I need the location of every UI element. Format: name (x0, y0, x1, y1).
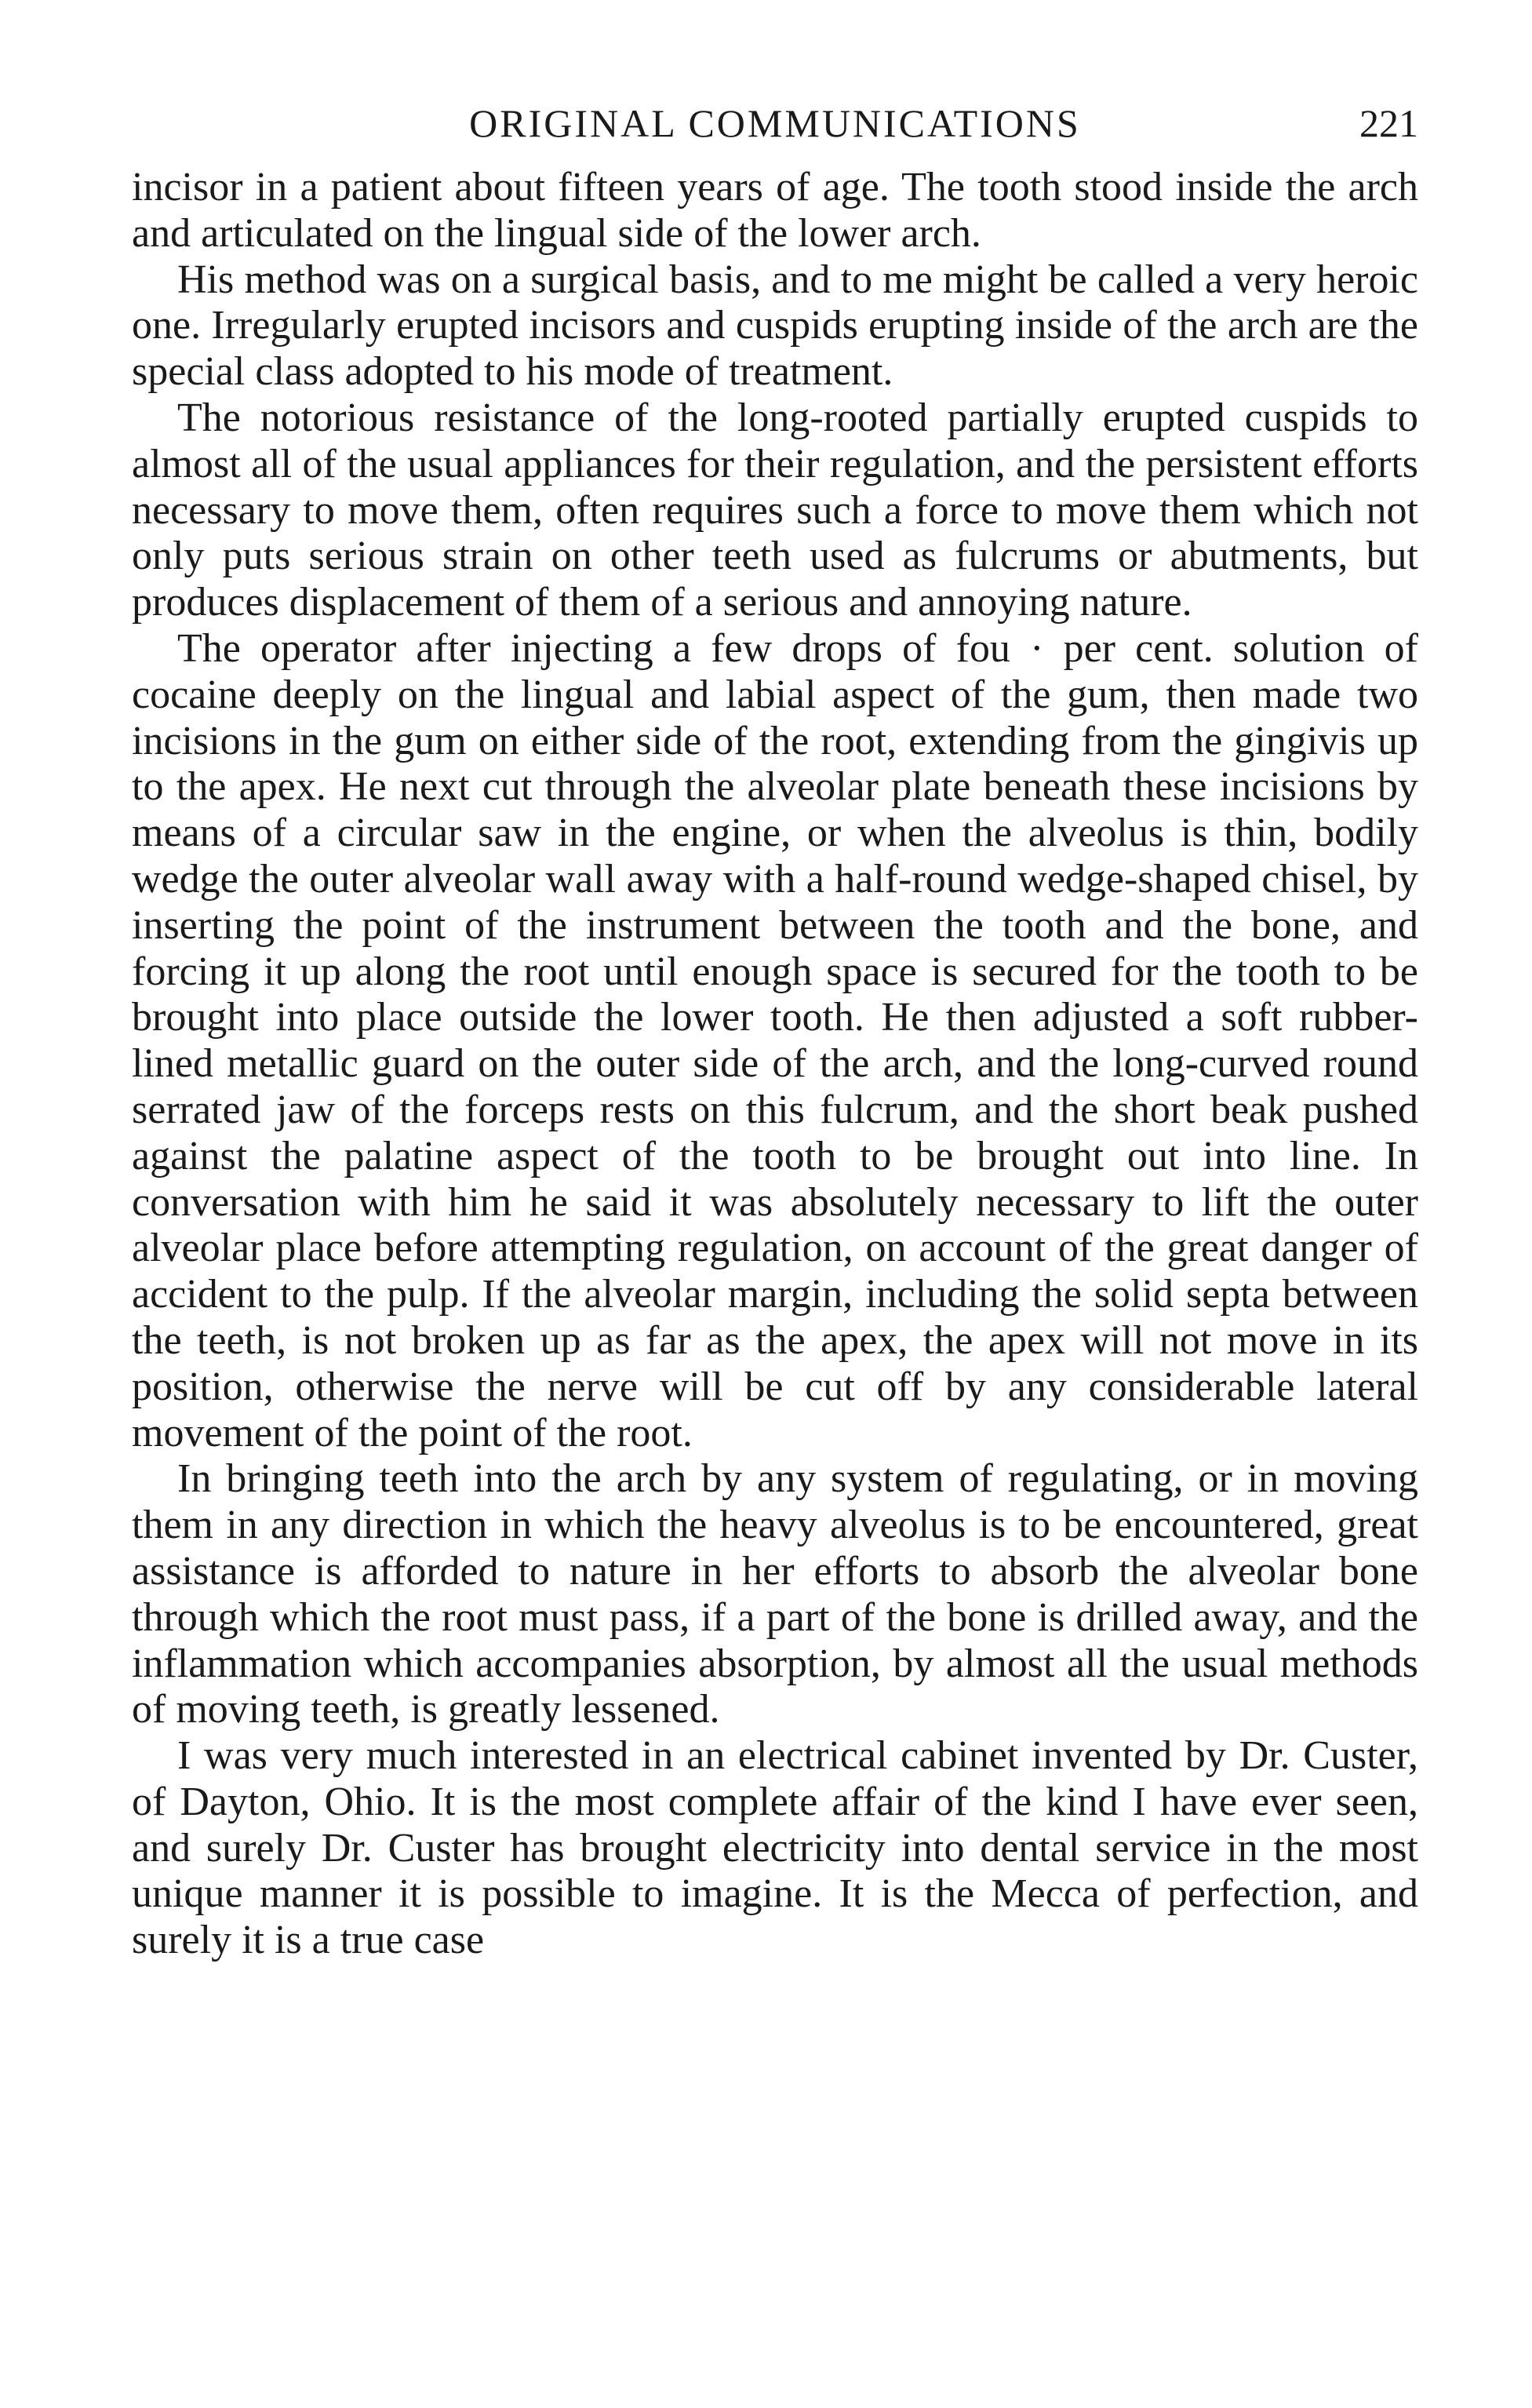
book-page (132, 94, 1418, 1964)
paragraph: I was very much interested in an electrical cabinet invented by Dr. Custer, of Dayton, Ohio. It is the most complete affair of the kind I have ever seen, and surely Dr. Custer has brought electricity into dental service in the most unique manner it is possible to imagine. It is the Mecca of perfection, and surely it is a true case (132, 1733, 1418, 1963)
paragraph: The notorious resistance of the long-rooted partially erupted cuspids to almost all of the usual appliances for their regulation, and the persistent efforts necessary to move them, often requires such a force to move them which not only puts serious strain on other teeth used as fulcrums or abutments, but produces displacement of them of a serious and annoying nature. (132, 395, 1418, 625)
page-number: 221 (1359, 101, 1418, 145)
paragraph: incisor in a patient about fifteen years of age. The tooth stood inside the arch and articulated on the lingual side of the lower arch. (132, 165, 1418, 256)
running-head (132, 94, 1418, 157)
paragraph: His method was on a surgical basis, and to me might be called a very heroic one. Irregularly erupted incisors and cuspids erupting inside of the arch are the special class adopted to his mode of treatment. (132, 257, 1418, 395)
body-text (132, 165, 1418, 1964)
running-title: ORIGINAL COMMUNICATIONS (469, 101, 1081, 145)
paragraph: The operator after injecting a few drops of fou · per cent. solution of cocaine deeply on the lingual and labial aspect of the gum, then made two incisions in the gum on either side of the root, extending from the gingivis up to the apex. He next cut through the alveolar plate beneath these incisions by means of a circular saw in the engine, or when the alveolus is thin, bodily wedge the outer alveolar wall away with a half-round wedge-shaped chisel, by inserting the point of the instrument between the tooth and the bone, and forcing it up along the root until enough space is secured for the tooth to be brought into place outside the lower tooth. He then adjusted a soft rubber-lined metallic guard on the outer side of the arch, and the long-curved round serrated jaw of the forceps rests on this fulcrum, and the short beak pushed against the palatine aspect of the tooth to be brought out into line. In conversation with him he said it was absolutely necessary to lift the outer alveolar place before attempting regulation, on account of the great danger of accident to the pulp. If the alveolar margin, including the solid septa between the teeth, is not broken up as far as the apex, the apex will not move in its position, otherwise the nerve will be cut off by any considerable lateral movement of the point of the root. (132, 625, 1418, 1455)
paragraph: In bringing teeth into the arch by any system of regulating, or in moving them in any direction in which the heavy alveolus is to be encountered, great assistance is afforded to nature in her efforts to absorb the alveolar bone through which the root must pass, if a part of the bone is drilled away, and the inflammation which accompanies absorption, by almost all the usual methods of moving teeth, is greatly lessened. (132, 1456, 1418, 1732)
